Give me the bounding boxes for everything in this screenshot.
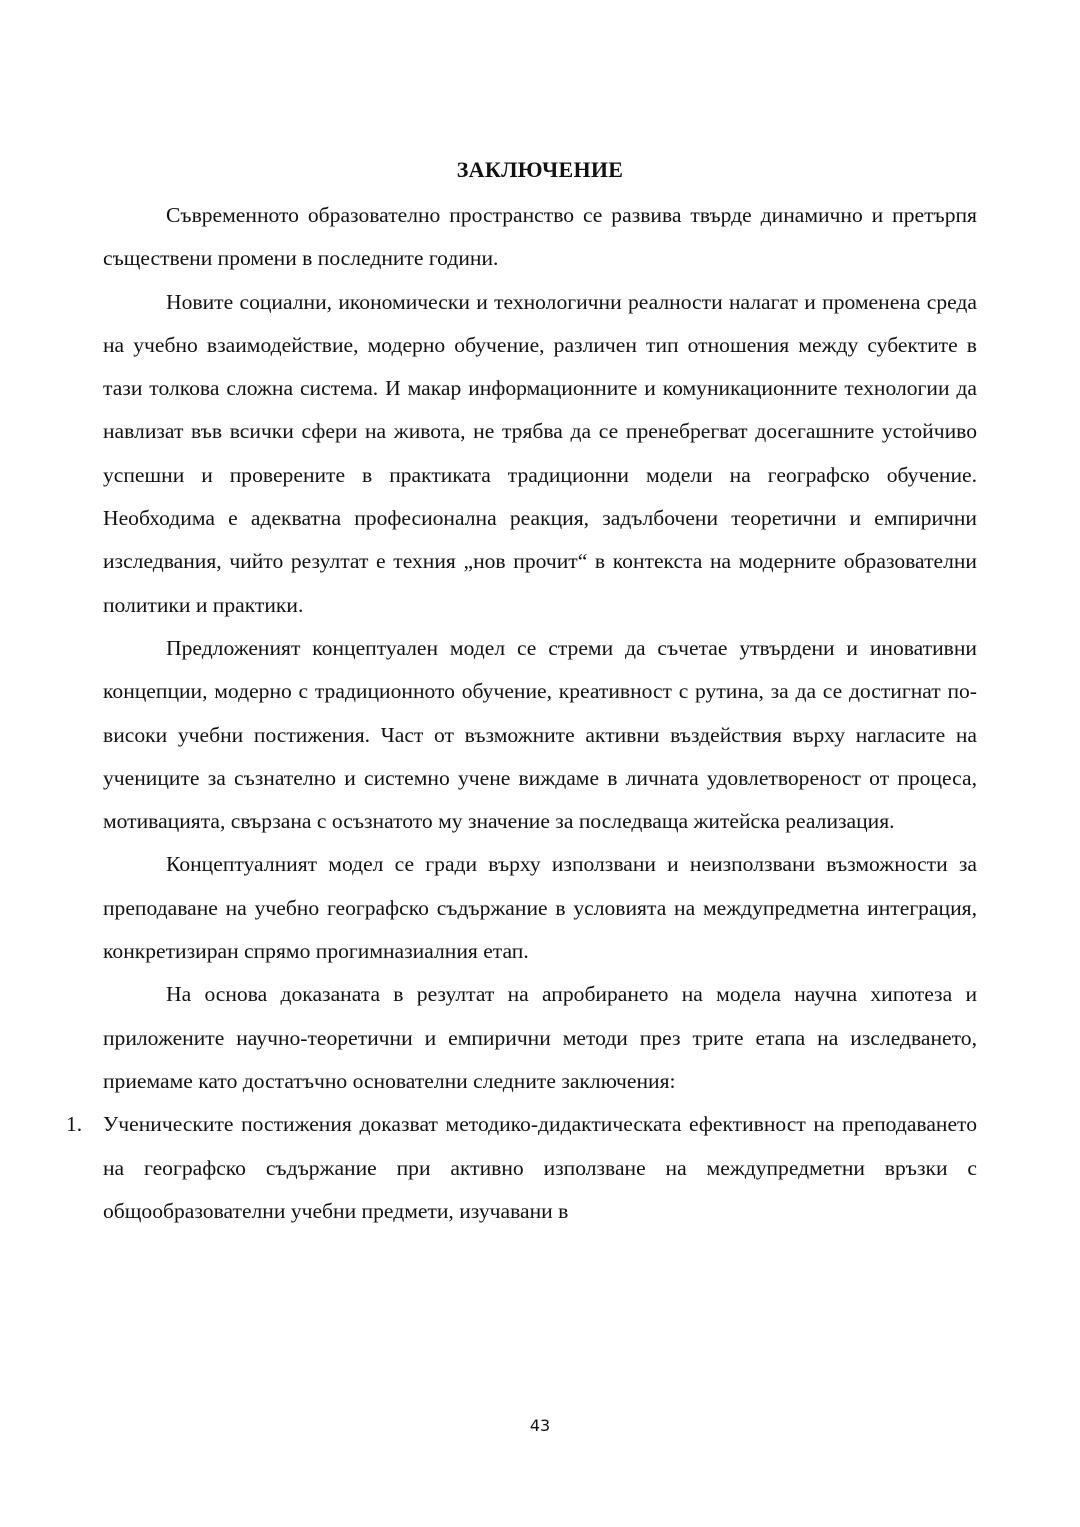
list-item-number: 1. [66, 1112, 83, 1137]
conclusions-list [66, 1103, 977, 1233]
list-item [66, 1103, 977, 1233]
list-item-text: Ученическите постижения доказват методико-дидактическата ефективност на преподаването на географско съдържание при активно използване на междупредметни връзки с общообразователни учебни предмети, изучавани в [103, 1112, 977, 1223]
paragraph: Съвременното образователно пространство се развива твърде динамично и претърпя съществени промени в последните години. [103, 203, 977, 271]
paragraph: На основа доказаната в резултат на апробирането на модела научна хипотеза и приложените научно-теоретични и емпирични методи през трите етапа на изследването, приемаме като достатъчно основателни следните заключения: [103, 982, 977, 1093]
page-number: 43 [529, 1416, 551, 1435]
paragraph: Концептуалният модел се гради върху използвани и неизползвани възможности за преподаване на учебно географско съдържание в условията на междупредметна интеграция, конкретизиран спрямо прогимназиалния етап. [103, 852, 977, 964]
paragraph: Новите социални, икономически и технологични реалности налагат и променена среда на учебно взаимодействие, модерно обучение, различен тип отношения между субектите в тази толкова сложна система. И макар информационните и комуникационните технологии да навлизат във всички сфери на живота, не трябва да се пренебрегват досегашните устойчиво успешни и проверените в практиката традиционни модели на географско обучение. Необходима е адекватна професионална реакция, задълбочени теоретични и емпирични изследвания, чийто резултат е техния „нов прочит“ в контекста на модерните образователни политики и практики. [103, 289, 977, 617]
section-heading: ЗАКЛЮЧЕНИЕ [456, 157, 624, 182]
body-text [66, 194, 977, 1233]
paragraph: Предложеният концептуален модел се стреми да съчетае утвърдени и иновативни концепции, модерно с традиционното обучение, креативност с рутина, за да се достигнат по-високи учебни постижения. Част от възможните активни въздействия върху нагласите на учениците за съзнателно и системно учене виждаме в личната удовлетвореност от процеса, мотивацията, свързана с осъзнатото му значение за последваща житейска реализация. [103, 635, 977, 834]
